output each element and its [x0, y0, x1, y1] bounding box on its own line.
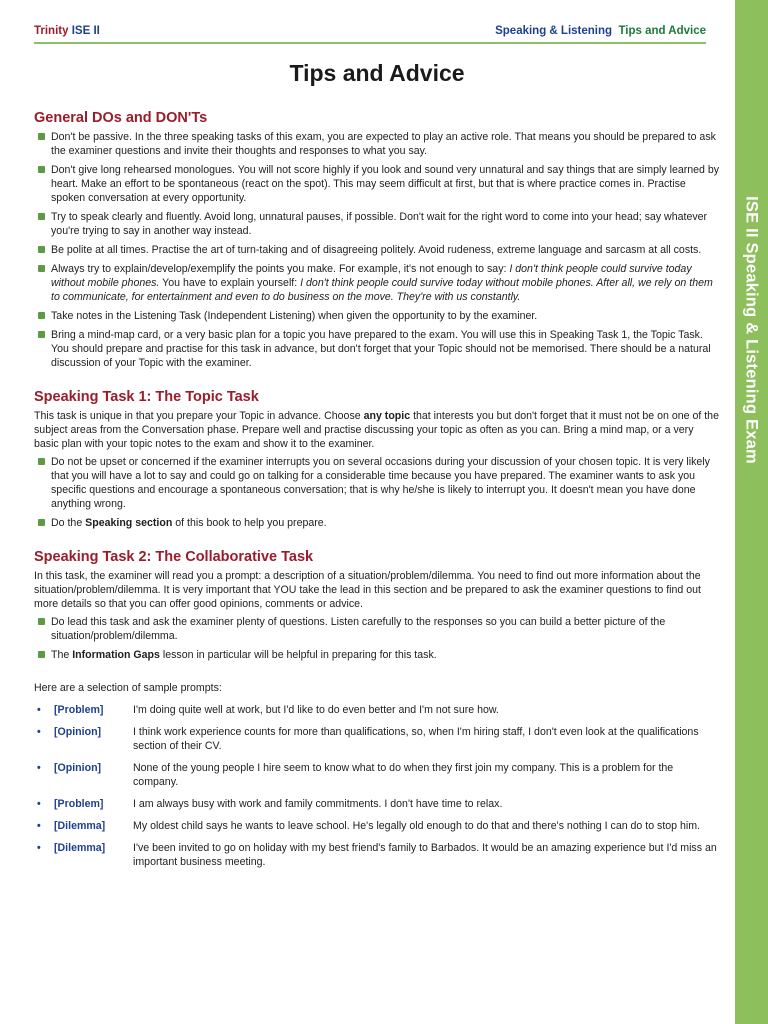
item-text: Do the — [51, 517, 83, 529]
side-tab — [735, 0, 768, 1024]
intro-text: This task is unique in that you prepare your Topic in advance. Choose — [34, 410, 361, 422]
bullet-icon — [38, 133, 45, 140]
item-text: Do not be upset or concerned if the examiner interrupts you on several occasions during your discussion of your chosen topic. It is very likely that you will have a lot to say and could go on talking for a considerable time because you have prepared. The examiner wants to ask you specific questions and encourage a spontaneous conversation; that is why he/she is likely to interrupt you. It doesn't mean you have done anything wrong. — [51, 456, 710, 510]
sample-prompt — [34, 819, 720, 833]
sample-prompt — [34, 725, 720, 753]
bullet-icon — [38, 213, 45, 220]
item-text: Try to speak clearly and fluently. Avoid long, unnatural pauses, if possible. Don't wait for the right word to come into your head; say whatever you're trying to say in another way instead. — [51, 211, 708, 237]
task1-intro — [34, 409, 720, 451]
prompt-tag: [Opinion] — [54, 762, 102, 774]
bullet-dot: • — [37, 842, 41, 854]
prompt-text: None of the young people I hire seem to know what to do when they first join my company. This is a problem for the company. — [133, 762, 674, 788]
prompt-tag: [Dilemma] — [54, 842, 106, 854]
item-text: lesson in particular will be helpful in preparing for this task. — [162, 649, 437, 661]
running-header — [34, 25, 706, 39]
intro-text: that interests you but don't forget that it must not be on one of the subject areas from the Conversation phase. Prepare well and practise discussing your topic as often as you can. Bring a mind map, or a very basic plan with your topic notes to the exam and show it to the examiner. — [34, 410, 719, 450]
example-quote: I don't think people could survive today without mobile phones. After all, we rely on them to communicate, for entertainment and even to do business on the move. They're with us constantly. — [51, 277, 713, 303]
item-text: of this book to help you prepare. — [175, 517, 327, 529]
bullet-dot: • — [37, 820, 41, 832]
general-heading: General DOs and DON'Ts — [34, 110, 208, 126]
intro-emphasis: any topic — [363, 410, 411, 422]
bullet-icon — [38, 519, 45, 526]
bullet-icon — [38, 265, 45, 272]
header-page-topic: Tips and Advice — [618, 25, 706, 37]
prompt-text: I've been invited to go on holiday with my best friend's family to Barbados. It would be an amazing experience but I'd miss an important business meeting. — [133, 842, 717, 868]
prompt-text: I am always busy with work and family commitments. I don't have time to relax. — [133, 798, 503, 810]
page-title: Tips and Advice — [289, 60, 465, 86]
bullet-dot: • — [37, 726, 41, 738]
header-section-name: Speaking & Listening — [495, 25, 613, 37]
bullet-icon — [38, 166, 45, 173]
task2-heading: Speaking Task 2: The Collaborative Task — [34, 549, 314, 565]
list-item — [34, 648, 720, 662]
bullet-icon — [38, 651, 45, 658]
item-text: Take notes in the Listening Task (Independent Listening) when given the opportunity to by the examiner. — [51, 310, 538, 322]
sample-prompt — [34, 797, 720, 811]
prompt-text: I'm doing quite well at work, but I'd like to do even better and I'm not sure how. — [133, 704, 499, 716]
list-item — [34, 309, 720, 323]
list-item — [34, 130, 720, 158]
prompt-text: My oldest child says he wants to leave school. He's legally old enough to do that and there's nothing I can do to stop him. — [133, 820, 701, 832]
prompt-tag: [Problem] — [54, 704, 104, 716]
page-body — [34, 110, 720, 877]
item-text: Always try to explain/develop/exemplify the points you make. For example, it's not enough to say: — [51, 263, 507, 275]
bullet-dot: • — [37, 704, 41, 716]
list-item — [34, 210, 720, 238]
bullet-icon — [38, 312, 45, 319]
prompt-tag: [Dilemma] — [54, 820, 106, 832]
item-emphasis: Information Gaps — [72, 649, 160, 661]
task2-intro: In this task, the examiner will read you a prompt: a description of a situation/problem/dilemma. You need to find out more information about the situation/problem/dilemma. It is very important that YOU take the lead in this section and be prepared to ask the examiner questions to find out more details so that you can offer good opinions, comments or advice. — [34, 570, 701, 610]
item-text: Do lead this task and ask the examiner plenty of questions. Listen carefully to the responses so you can build a better picture of the situation/problem/dilemma. — [51, 616, 666, 642]
bullet-icon — [38, 458, 45, 465]
task1-heading: Speaking Task 1: The Topic Task — [34, 389, 259, 405]
item-text: Don't give long rehearsed monologues. You will not score highly if you look and sound very unnatural and say things that are simply learned by heart. Make an effort to be spontaneous (react on the spot). This may seem difficult at first, but that is where practice comes in. Practise spoken conversation at every opportunity. — [51, 164, 720, 204]
list-item — [34, 615, 720, 643]
sample-prompts-list — [34, 703, 720, 869]
item-emphasis: Speaking section — [85, 517, 173, 529]
bullet-dot: • — [37, 762, 41, 774]
bullet-icon — [38, 618, 45, 625]
list-item — [34, 516, 720, 530]
sample-prompt — [34, 841, 720, 869]
item-text: Bring a mind-map card, or a very basic plan for a topic you have prepared to the exam. You will use this in Speaking Task 1, the Topic Task. You should prepare and practise for this task in advance, but don't forget that your Topic should not be memorised. There should be a natural discussion of your Topic with the examiner. — [51, 329, 711, 369]
list-item — [34, 243, 720, 257]
sample-prompt — [34, 703, 720, 717]
bullet-icon — [38, 331, 45, 338]
header-series-name: Trinity — [34, 25, 69, 37]
header-rule — [34, 42, 706, 44]
list-item — [34, 328, 720, 370]
header-section — [495, 25, 706, 37]
side-tab-label: ISE II Speaking & Listening Exam — [742, 196, 761, 464]
prompt-tag: [Problem] — [54, 798, 104, 810]
sample-prompt — [34, 761, 720, 789]
samples-intro: Here are a selection of sample prompts: — [34, 682, 222, 694]
bullet-icon — [38, 246, 45, 253]
prompt-tag: [Opinion] — [54, 726, 102, 738]
item-text: You have to explain yourself: — [162, 277, 298, 289]
header-series — [34, 25, 100, 37]
item-text: Be polite at all times. Practise the art of turn-taking and of disagreeing politely. Avoid rudeness, extreme language and sarcasm at all costs. — [51, 244, 702, 256]
bullet-dot: • — [37, 798, 41, 810]
list-item — [34, 163, 720, 205]
item-text: The — [51, 649, 70, 661]
list-item — [34, 455, 720, 511]
prompt-text: I think work experience counts for more than qualifications, so, when I'm hiring staff, I don't even look at the qualifications section of their CV. — [133, 726, 699, 752]
list-item — [34, 262, 720, 304]
example-quote: I don't think people could survive today without mobile phones. — [51, 263, 692, 289]
header-level: ISE II — [71, 25, 100, 37]
item-text: Don't be passive. In the three speaking tasks of this exam, you are expected to play an active role. That means you should be prepared to ask the examiner questions and invite their thoughts and responses to what you say. — [51, 131, 716, 157]
